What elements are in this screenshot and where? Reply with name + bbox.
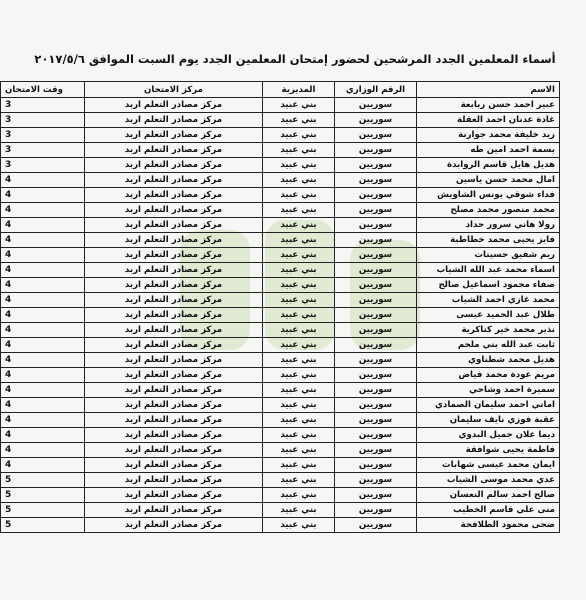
header-name: الاسم	[417, 82, 560, 98]
cell-national-number: سوريين	[335, 398, 417, 413]
cell-national-number: سوريين	[335, 98, 417, 113]
cell-exam-time: 4	[1, 383, 85, 398]
cell-name: زيد خليفة محمد جوارنة	[417, 128, 560, 143]
cell-directorate: بني عبيد	[263, 158, 335, 173]
cell-national-number: سوريين	[335, 218, 417, 233]
cell-exam-time: 4	[1, 368, 85, 383]
cell-exam-center: مركز مصادر التعلم اربد	[85, 503, 263, 518]
cell-national-number: سوريين	[335, 368, 417, 383]
cell-national-number: سوريين	[335, 203, 417, 218]
cell-national-number: سوريين	[335, 383, 417, 398]
cell-national-number: سوريين	[335, 503, 417, 518]
cell-directorate: بني عبيد	[263, 308, 335, 323]
cell-exam-time: 4	[1, 233, 85, 248]
table-row	[1, 263, 560, 278]
cell-name: ضحى محمود الطلافحة	[417, 518, 560, 533]
table-row	[1, 248, 560, 263]
cell-national-number: سوريين	[335, 278, 417, 293]
cell-exam-center: مركز مصادر التعلم اربد	[85, 128, 263, 143]
cell-directorate: بني عبيد	[263, 248, 335, 263]
cell-exam-center: مركز مصادر التعلم اربد	[85, 473, 263, 488]
cell-exam-time: 3	[1, 128, 85, 143]
candidates-table	[0, 81, 560, 533]
header-exam-time: وقت الامتحان	[1, 82, 85, 98]
cell-exam-center: مركز مصادر التعلم اربد	[85, 383, 263, 398]
table-row	[1, 233, 560, 248]
cell-exam-time: 5	[1, 503, 85, 518]
cell-national-number: سوريين	[335, 353, 417, 368]
cell-name: رولا هاني سرور حداد	[417, 218, 560, 233]
cell-exam-center: مركز مصادر التعلم اربد	[85, 293, 263, 308]
cell-directorate: بني عبيد	[263, 488, 335, 503]
cell-name: هديل محمد شطناوي	[417, 353, 560, 368]
cell-name: امال محمد حسن ياسين	[417, 173, 560, 188]
cell-name: ريم شفيق حسينات	[417, 248, 560, 263]
cell-directorate: بني عبيد	[263, 143, 335, 158]
cell-name: عقبة فوزي نايف سليمان	[417, 413, 560, 428]
table-body	[1, 98, 560, 533]
cell-exam-time: 4	[1, 338, 85, 353]
cell-name: منى علي قاسم الخطيب	[417, 503, 560, 518]
header-national-number: الرقم الوزاري	[335, 82, 417, 98]
table-row	[1, 98, 560, 113]
cell-directorate: بني عبيد	[263, 473, 335, 488]
table-row	[1, 473, 560, 488]
table-row	[1, 218, 560, 233]
cell-directorate: بني عبيد	[263, 293, 335, 308]
cell-directorate: بني عبيد	[263, 128, 335, 143]
cell-directorate: بني عبيد	[263, 323, 335, 338]
cell-directorate: بني عبيد	[263, 368, 335, 383]
table-row	[1, 113, 560, 128]
table-header-row	[1, 82, 560, 98]
cell-name: نذير محمد خير كناكرية	[417, 323, 560, 338]
cell-exam-time: 3	[1, 98, 85, 113]
cell-national-number: سوريين	[335, 233, 417, 248]
table-row	[1, 293, 560, 308]
cell-national-number: سوريين	[335, 488, 417, 503]
cell-exam-time: 4	[1, 353, 85, 368]
cell-exam-time: 4	[1, 458, 85, 473]
cell-national-number: سوريين	[335, 308, 417, 323]
cell-exam-time: 3	[1, 113, 85, 128]
cell-national-number: سوريين	[335, 518, 417, 533]
cell-exam-center: مركز مصادر التعلم اربد	[85, 158, 263, 173]
cell-directorate: بني عبيد	[263, 428, 335, 443]
cell-exam-time: 5	[1, 488, 85, 503]
cell-exam-center: مركز مصادر التعلم اربد	[85, 143, 263, 158]
cell-exam-time: 5	[1, 518, 85, 533]
cell-directorate: بني عبيد	[263, 398, 335, 413]
cell-exam-time: 4	[1, 428, 85, 443]
cell-exam-time: 4	[1, 263, 85, 278]
cell-exam-time: 4	[1, 293, 85, 308]
cell-name: ثابت عبد الله بني ملحم	[417, 338, 560, 353]
cell-name: عبير احمد حسن ربابعة	[417, 98, 560, 113]
cell-directorate: بني عبيد	[263, 353, 335, 368]
cell-exam-time: 4	[1, 443, 85, 458]
cell-exam-center: مركز مصادر التعلم اربد	[85, 278, 263, 293]
table-row	[1, 203, 560, 218]
cell-name: مريم عودة محمد فياض	[417, 368, 560, 383]
cell-exam-center: مركز مصادر التعلم اربد	[85, 98, 263, 113]
cell-exam-time: 4	[1, 203, 85, 218]
cell-directorate: بني عبيد	[263, 278, 335, 293]
table-row	[1, 383, 560, 398]
table-row	[1, 338, 560, 353]
cell-directorate: بني عبيد	[263, 413, 335, 428]
cell-directorate: بني عبيد	[263, 173, 335, 188]
cell-national-number: سوريين	[335, 158, 417, 173]
table-row	[1, 173, 560, 188]
cell-directorate: بني عبيد	[263, 203, 335, 218]
cell-exam-center: مركز مصادر التعلم اربد	[85, 188, 263, 203]
cell-national-number: سوريين	[335, 173, 417, 188]
cell-name: عدي محمد موسى الشياب	[417, 473, 560, 488]
cell-directorate: بني عبيد	[263, 338, 335, 353]
cell-directorate: بني عبيد	[263, 443, 335, 458]
cell-exam-time: 4	[1, 413, 85, 428]
cell-name: محمد منصور محمد مصلح	[417, 203, 560, 218]
cell-exam-time: 4	[1, 323, 85, 338]
cell-exam-center: مركز مصادر التعلم اربد	[85, 218, 263, 233]
cell-directorate: بني عبيد	[263, 518, 335, 533]
document-title: أسماء المعلمين الجدد المرشحين لحضور إمتحان المعلمين الجدد يوم السبت الموافق ٢٠١٧/٥/٦	[34, 52, 556, 66]
cell-exam-time: 3	[1, 158, 85, 173]
cell-exam-time: 4	[1, 308, 85, 323]
cell-exam-center: مركز مصادر التعلم اربد	[85, 308, 263, 323]
cell-exam-center: مركز مصادر التعلم اربد	[85, 233, 263, 248]
table-row	[1, 428, 560, 443]
cell-exam-center: مركز مصادر التعلم اربد	[85, 173, 263, 188]
cell-exam-center: مركز مصادر التعلم اربد	[85, 413, 263, 428]
cell-name: هديل هايل قاسم الروابدة	[417, 158, 560, 173]
cell-directorate: بني عبيد	[263, 383, 335, 398]
table-row	[1, 128, 560, 143]
cell-exam-center: مركز مصادر التعلم اربد	[85, 428, 263, 443]
cell-exam-center: مركز مصادر التعلم اربد	[85, 113, 263, 128]
cell-exam-time: 4	[1, 218, 85, 233]
cell-national-number: سوريين	[335, 128, 417, 143]
cell-name: صالح احمد سالم النعسان	[417, 488, 560, 503]
table-row	[1, 323, 560, 338]
table-row	[1, 413, 560, 428]
table-row	[1, 188, 560, 203]
cell-name: ايمان محمد عيسى شهابات	[417, 458, 560, 473]
cell-national-number: سوريين	[335, 248, 417, 263]
cell-exam-time: 4	[1, 173, 85, 188]
cell-national-number: سوريين	[335, 443, 417, 458]
cell-national-number: سوريين	[335, 143, 417, 158]
cell-name: فاطمة يحيى شوافقة	[417, 443, 560, 458]
cell-name: غادة عدنان احمد العقلة	[417, 113, 560, 128]
cell-name: اماني احمد سليمان الصمادي	[417, 398, 560, 413]
table-row	[1, 503, 560, 518]
table-row	[1, 353, 560, 368]
cell-national-number: سوريين	[335, 473, 417, 488]
table-row	[1, 458, 560, 473]
cell-national-number: سوريين	[335, 458, 417, 473]
cell-national-number: سوريين	[335, 413, 417, 428]
cell-name: ديما علان جميل البدوي	[417, 428, 560, 443]
cell-directorate: بني عبيد	[263, 263, 335, 278]
cell-name: فداء شوقي يونس الشاويش	[417, 188, 560, 203]
cell-national-number: سوريين	[335, 263, 417, 278]
cell-national-number: سوريين	[335, 188, 417, 203]
cell-exam-time: 5	[1, 473, 85, 488]
table-row	[1, 158, 560, 173]
cell-national-number: سوريين	[335, 338, 417, 353]
table-row	[1, 308, 560, 323]
cell-exam-center: مركز مصادر التعلم اربد	[85, 248, 263, 263]
cell-name: طلال عبد الحميد عيسى	[417, 308, 560, 323]
cell-directorate: بني عبيد	[263, 503, 335, 518]
cell-name: سميرة احمد وشاحي	[417, 383, 560, 398]
cell-name: اسماء محمد عبد الله الشياب	[417, 263, 560, 278]
cell-exam-center: مركز مصادر التعلم اربد	[85, 263, 263, 278]
cell-directorate: بني عبيد	[263, 188, 335, 203]
cell-directorate: بني عبيد	[263, 113, 335, 128]
cell-national-number: سوريين	[335, 293, 417, 308]
cell-directorate: بني عبيد	[263, 458, 335, 473]
cell-exam-center: مركز مصادر التعلم اربد	[85, 338, 263, 353]
table-row	[1, 488, 560, 503]
cell-exam-time: 3	[1, 143, 85, 158]
cell-exam-time: 4	[1, 278, 85, 293]
table-row	[1, 368, 560, 383]
cell-directorate: بني عبيد	[263, 233, 335, 248]
cell-name: بسمة احمد امين طه	[417, 143, 560, 158]
cell-exam-center: مركز مصادر التعلم اربد	[85, 323, 263, 338]
cell-directorate: بني عبيد	[263, 98, 335, 113]
cell-name: محمد غازي احمد الشياب	[417, 293, 560, 308]
cell-national-number: سوريين	[335, 323, 417, 338]
cell-exam-time: 4	[1, 398, 85, 413]
cell-national-number: سوريين	[335, 428, 417, 443]
cell-name: فايز يحيى محمد خطاطبة	[417, 233, 560, 248]
cell-exam-center: مركز مصادر التعلم اربد	[85, 203, 263, 218]
cell-exam-center: مركز مصادر التعلم اربد	[85, 518, 263, 533]
table-row	[1, 278, 560, 293]
cell-national-number: سوريين	[335, 113, 417, 128]
cell-exam-time: 4	[1, 188, 85, 203]
cell-exam-center: مركز مصادر التعلم اربد	[85, 368, 263, 383]
cell-exam-time: 4	[1, 248, 85, 263]
cell-exam-center: مركز مصادر التعلم اربد	[85, 398, 263, 413]
cell-exam-center: مركز مصادر التعلم اربد	[85, 353, 263, 368]
cell-name: صفاء محمود اسماعيل صالح	[417, 278, 560, 293]
header-exam-center: مركز الامتحان	[85, 82, 263, 98]
cell-directorate: بني عبيد	[263, 218, 335, 233]
cell-exam-center: مركز مصادر التعلم اربد	[85, 458, 263, 473]
cell-exam-center: مركز مصادر التعلم اربد	[85, 488, 263, 503]
header-directorate: المديرية	[263, 82, 335, 98]
table-row	[1, 143, 560, 158]
table-row	[1, 443, 560, 458]
table-row	[1, 518, 560, 533]
cell-exam-center: مركز مصادر التعلم اربد	[85, 443, 263, 458]
table-row	[1, 398, 560, 413]
